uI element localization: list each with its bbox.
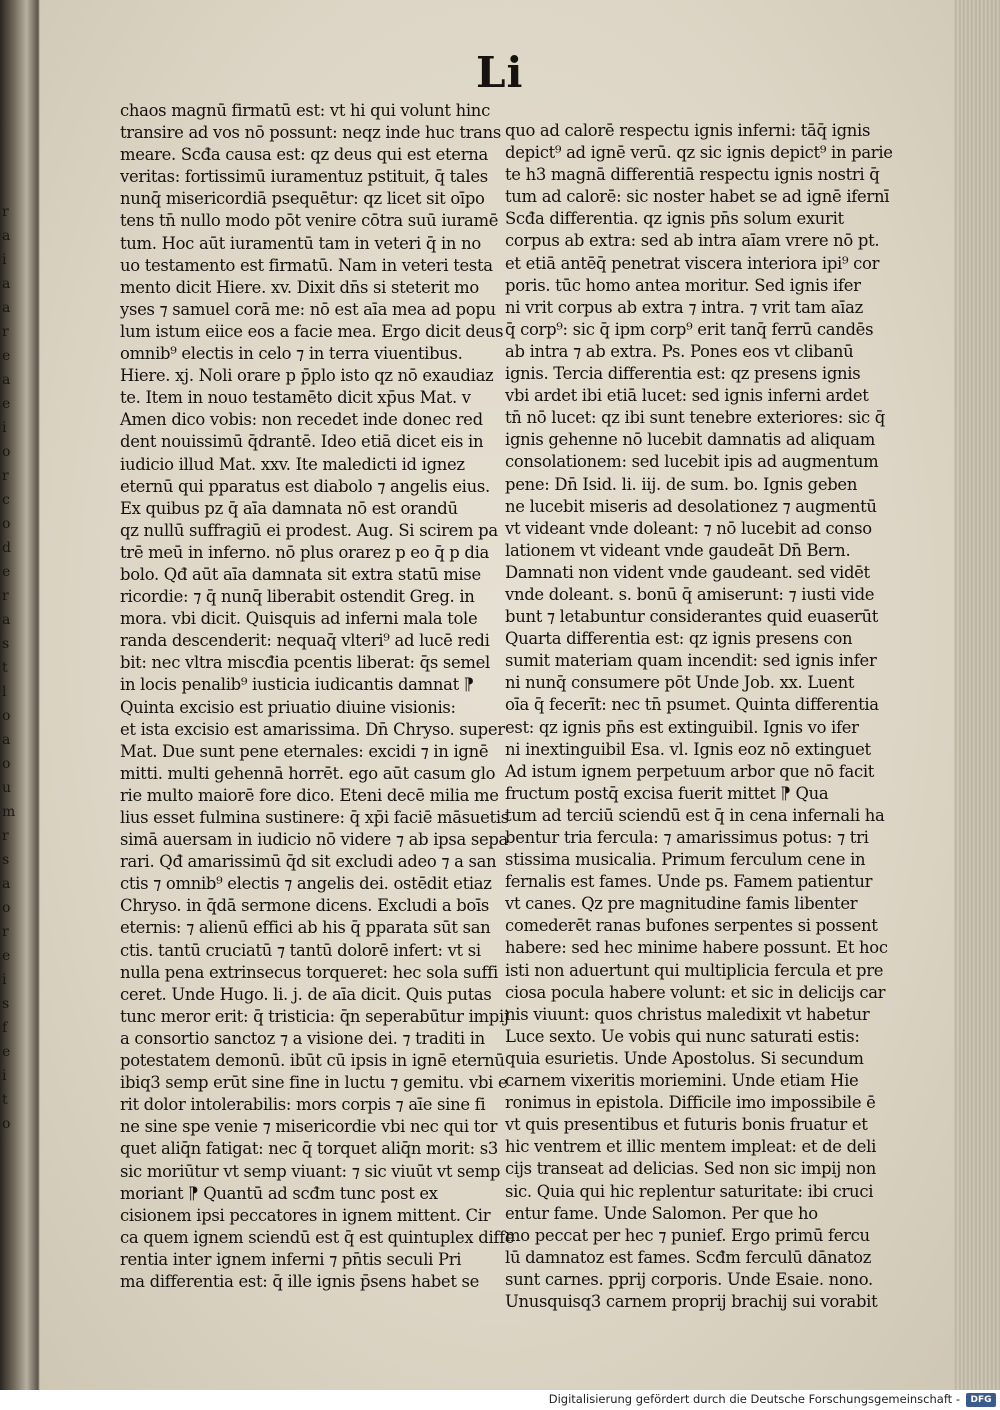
text-line: quia esurietis. Unde Apostolus. Si secundum [505,1048,864,1068]
text-line: lū damnatoz est fames. Scđm ferculū dānatoz [505,1247,872,1267]
text-line: carnem vixeritis moriemini. Unde etiam Hie [505,1071,859,1091]
text-line: stissima musicalia. Primum ferculum cene in [505,850,866,870]
text-line: hic ventrem et illic mentem impleat: et de deli [505,1137,877,1157]
text-line: moriant ⁋ Quantū ad scđm tunc post ex [120,1183,438,1203]
text-line: mora. vbi dicit. Quisquis ad inferni mala tole [120,609,478,629]
text-line: eternis: ⁊ alienū effici ab his q̄ pparata sūt san [120,918,491,938]
text-column-left [120,100,515,1293]
left-page-strip [0,0,38,1410]
text-line: ne sine spe venie ⁊ misericordie vbi nec qui tor [120,1117,498,1137]
left-fragment-glyph: e [2,348,10,364]
text-line: q̄ corp⁹: sic q̄ ipm corp⁹ erit tanq̄ ferrū candēs [505,319,874,339]
left-fragment-glyph: a [2,300,10,316]
text-line: chaos magnū firmatū est: vt hi qui volunt hinc [120,101,490,120]
funding-credit: Digitalisierung gefördert durch die Deutsche Forschungsgemeinschaft - [548,1392,960,1406]
text-line: bit: nec vltra miscđia pcentis liberat: q̄s semel [120,653,490,673]
text-line: rari. Qđ amarissimū q̄d sit excludi adeo ⁊ a san [120,852,497,872]
text-line: bunt ⁊ letabuntur considerantes quid euaserūt [505,607,878,627]
left-fragment-glyph: r [2,828,8,844]
text-line: tum. Hoc aūt iuramentū tam in veteri q̄ in no [120,233,481,253]
left-fragment-glyph: i [2,420,6,436]
text-line: Amen dico vobis: non recedet inde donec red [120,410,483,430]
left-fragment-glyph: o [2,900,10,916]
text-line: habere: sed hec minime habere possunt. Et hoc [505,938,888,958]
text-line: Hiere. xj. Noli orare p p̄plo isto qz nō exaudiaz [120,366,494,386]
text-line: Ad istum ignem perpetuum arbor que nō facit [505,761,875,781]
text-line: cisionem ipsi peccatores in ignem mittent. Cir [120,1205,491,1225]
left-fragment-glyph: i [2,1068,6,1084]
text-line: Chryso. in q̄dā sermone dicens. Excludi a boīs [120,896,490,916]
text-line: Quinta excisio est priuatio diuine visionis: [120,697,456,717]
text-line: pene: Dn̄ Isid. li. iij. de sum. bo. Ignis geben [505,474,858,494]
text-line: eternū qui pparatus est diabolo ⁊ angelis eius. [120,476,490,496]
text-line: rit dolor intolerabilis: mors corpis ⁊ aīe sine fi [120,1095,486,1115]
left-fragment-glyph: a [2,228,10,244]
left-fragment-glyph: t [2,660,7,676]
text-line: ibiq3 semp erūt sine fine in luctu ⁊ gemitu. vbi e [120,1073,508,1093]
text-line: ab intra ⁊ ab extra. Ps. Pones eos vt clibanū [505,341,854,361]
text-line: rie multo maiorē fore dico. Eteni decē milia me [120,785,499,805]
left-fragment-glyph: m [2,804,15,820]
text-line: te. Item in nouo testamēto dicit xp̄us Mat. v [120,388,471,408]
text-line: cijs transeat ad delicias. Sed non sic impij non [505,1159,876,1179]
text-line: sic moriūtur vt semp viuant: ⁊ sic viuūt vt semp [120,1161,501,1181]
text-line: quet aliq̄n fatigat: nec q̄ torquet aliq̄n morit: s3 [120,1139,498,1159]
left-fragment-glyph: e [2,1044,10,1060]
text-line: tum ad calorē: sic noster habet se ad ignē ifernī [505,187,890,207]
text-line: et etiā antēq̄ penetrat viscera interiora ipi⁹ cor [505,253,880,273]
left-fragment-glyph: s [2,996,9,1012]
text-line: ne lucebit miseris ad desolationez ⁊ augmentū [505,496,877,516]
left-fragment-glyph: c [2,492,9,508]
text-line: ceret. Unde Hugo. li. j. de aīa dicit. Quis putas [120,984,492,1004]
text-line: comederēt ranas bufones serpentes si possent [505,916,878,936]
text-line: a consortio sanctoz ⁊ a visione dei. ⁊ traditi in [120,1028,485,1048]
text-line: meare. Scđa causa est: qz deus qui est eterna [120,145,488,165]
text-line: poris. tūc homo antea moritur. Sed ignis ifer [505,275,861,295]
text-line: ignis. Tercia differentia est: qz presens ignis [505,364,861,384]
text-line: tunc meror erit: q̄ tristicia: q̄n seperabūtur impij [120,1006,509,1026]
left-fragment-glyph: a [2,276,10,292]
left-fragment-glyph: o [2,516,10,532]
text-line: Damnati non vident vnde gaudeant. sed vidēt [505,562,870,582]
text-line: ni inextinguibil Esa. vl. Ignis eoz nō extinguet [505,739,871,759]
text-line: vt canes. Qz pre magnitudine famis libenter [505,894,858,914]
text-line: te h3 magnā differentiā respectu ignis nostri q̄ [505,165,880,185]
left-fragment-glyph: o [2,708,10,724]
text-line: in locis penalib⁹ iusticia iudicantis damnat ⁋ [120,675,474,695]
text-line: veritas: fortissimū iuramentuz pstituit, q̄ tales [120,167,488,187]
text-line: ca quem ignem sciendū est q̄ est quintuplex diffe [120,1227,515,1247]
dfg-logo: DFG [966,1393,996,1407]
text-line: ma differentia est: q̄ ille ignis p̄sens habet se [120,1271,480,1291]
text-line: entur fame. Unde Salomon. Per que ho [505,1203,818,1223]
left-fragment-glyph: o [2,756,10,772]
text-line: ronimus in epistola. Difficile imo impossibile ē [505,1093,876,1113]
text-line: ni nunq̄ consumere pōt Unde Job. xx. Luent [505,673,855,693]
left-fragment-glyph: r [2,324,8,340]
text-line: sumit materiam quam incendit: sed ignis infer [505,651,877,671]
text-line: lius esset fulmina sustinere: q̄ xp̄i faciē māsuetis [120,808,509,827]
left-fragment-glyph: e [2,396,10,412]
text-line: vt quis presentibus et futuris bonis fruatur et [505,1115,868,1135]
text-line: quo ad calorē respectu ignis inferni: tāq̄ ignis [505,121,871,140]
left-fragment-glyph: a [2,732,10,748]
left-fragment-glyph: d [2,540,10,556]
left-fragment-glyph: a [2,612,10,628]
text-line: sic. Quia qui hic replentur saturitate: ibi cruci [505,1181,874,1201]
text-line: nulla pena extrinsecus torqueret: hec sola suffi [120,962,498,982]
left-fragment-glyph: r [2,204,8,220]
left-fragment-glyph: f [2,1020,7,1036]
left-fragment-glyph: u [2,780,11,796]
text-line: randa descenderit: nequaq̄ vlteri⁹ ad lucē redi [120,631,490,651]
text-line: vnde doleant. s. bonū q̄ amiserunt: ⁊ iusti vide [505,584,875,604]
footer-bar [0,1390,1000,1410]
text-line: mento dicit Hiere. xv. Dixit dn̄s si steterit mo [120,277,479,297]
text-line: tens tn̄ nullo modo pōt venire cōtra suū iuramē [120,211,499,231]
text-line: fernalis est fames. Unde ps. Famem patientur [505,872,873,892]
text-line: isti non aduertunt qui multiplicia fercula et pre [505,960,884,980]
text-line: trē meū in inferno. nō plus orarez p eo q̄ p dia [120,542,489,562]
text-line: est: qz ignis pn̄s est extinguibil. Ignis vo ifer [505,717,859,737]
text-line: Scđa differentia. qz ignis pn̄s solum exurit [505,209,844,229]
text-line: mo peccat per hec ⁊ punief. Ergo primū fercu [505,1225,870,1245]
left-fragment-glyph: i [2,972,6,988]
text-line: potestatem demonū. ibūt cū ipsis in ignē eternū [120,1051,505,1071]
text-line: vbi ardet ibi etiā lucet: sed ignis inferni ardet [505,386,869,406]
text-line: oīa q̄ fecerīt: nec tn̄ psumet. Quinta differentia [505,695,879,715]
text-column-right [505,120,893,1313]
left-fragment-glyph: a [2,372,10,388]
text-line: lationem vt videant vnde gaudeāt Dn̄ Bern. [505,540,851,560]
text-line: nis viuunt: quos christus maledixit vt habetur [505,1004,870,1024]
left-fragment-glyph: a [2,876,10,892]
text-line: mitti. multi gehennā horrēt. ego aūt casum glo [120,763,496,783]
text-line: simā auersam in iudicio nō videre ⁊ ab ipsa sepa [120,830,509,850]
text-line: Quarta differentia est: qz ignis presens con [505,629,853,649]
text-line: uo testamento est firmatū. Nam in veteri testa [120,255,493,275]
left-fragment-glyph: r [2,588,8,604]
text-line: Ex quibus pz q̄ aīa damnata nō est orandū [120,498,458,518]
left-fragment-glyph: r [2,468,8,484]
text-line: ciosa pocula habere volunt: et sic in delicijs car [505,982,886,1002]
text-line: vt videant vnde doleant: ⁊ nō lucebit ad conso [505,518,872,538]
text-line: ctis ⁊ omnib⁹ electis ⁊ angelis dei. ostēdit etiaz [120,874,492,894]
left-fragment-glyph: r [2,924,8,940]
left-fragment-glyph: i [2,252,6,268]
text-line: ni vrit corpus ab extra ⁊ intra. ⁊ vrit tam aīaz [505,297,863,317]
text-line: bolo. Qđ aūt aīa damnata sit extra statū mise [120,564,481,584]
text-line: corpus ab extra: sed ab intra aīam vrere nō pt. [505,231,880,251]
text-line: transire ad vos nō possunt: neqz inde huc trans [120,123,501,143]
text-line: yses ⁊ samuel corā me: nō est aīa mea ad popu [120,299,496,319]
text-line: sunt carnes. pprij corporis. Unde Esaie. nono. [505,1269,873,1289]
text-line: ignis gehenne nō lucebit damnatis ad aliquam [505,430,875,450]
text-line: iudicio illud Mat. xxv. Ite maledicti id ignez [120,454,465,474]
text-line: bentur tria fercula: ⁊ amarissimus potus: ⁊ tri [505,828,869,847]
left-fragment-glyph: t [2,1092,7,1108]
text-line: dent nouissimū q̄drantē. Ideo etiā dicet eis in [120,432,484,452]
text-line: ricordie: ⁊ q̄ nunq̄ liberabit ostendit Greg. in [120,587,475,607]
left-fragment-glyph: o [2,444,10,460]
text-line: Mat. Due sunt pene eternales: excidi ⁊ in ignē [120,741,489,761]
text-line: tum ad terciū sciendū est q̄ in cena infernali ha [505,805,885,825]
text-line: Unusquisq3 carnem proprij brachij sui vorabit [505,1291,878,1311]
left-fragment-glyph: e [2,948,10,964]
text-line: qz nullū suffragiū ei prodest. Aug. Si scirem pa [120,520,498,540]
text-line: consolationem: sed lucebit ipis ad augmentum [505,452,879,472]
page-edge-stack [954,0,1000,1410]
text-line: ctis. tantū cruciatū ⁊ tantū dolorē infert: vt si [120,940,481,960]
text-line: rentia inter ignem inferni ⁊ pn̄tis seculi Pri [120,1249,462,1269]
text-line: fructum postq̄ excisa fuerit mittet ⁋ Qua [505,783,829,803]
text-line: tn̄ nō lucet: qz ibi sunt tenebre exteriores: sic q̄ [505,408,886,428]
left-fragment-glyph: s [2,636,9,652]
left-fragment-glyph: s [2,852,9,868]
left-fragment-glyph: l [2,684,6,700]
text-line: depict⁹ ad ignē verū. qz sic ignis depict⁹ in parie [505,143,893,163]
left-fragment-glyph: o [2,1116,10,1132]
left-page-fragment-text [2,200,36,1200]
text-line: omnib⁹ electis in celo ⁊ in terra viuentibus. [120,344,463,364]
text-line: nunq̄ misericordiā psequētur: qz licet sit oīpo [120,189,485,209]
text-line: et ista excisio est amarissima. Dn̄ Chryso. super [120,719,505,739]
left-fragment-glyph: e [2,564,10,580]
text-line: lum istum eiice eos a facie mea. Ergo dicit deus [120,321,504,341]
text-line: Luce sexto. Ue vobis qui nunc saturati estis: [505,1026,860,1046]
folio-number: Li [476,48,524,97]
